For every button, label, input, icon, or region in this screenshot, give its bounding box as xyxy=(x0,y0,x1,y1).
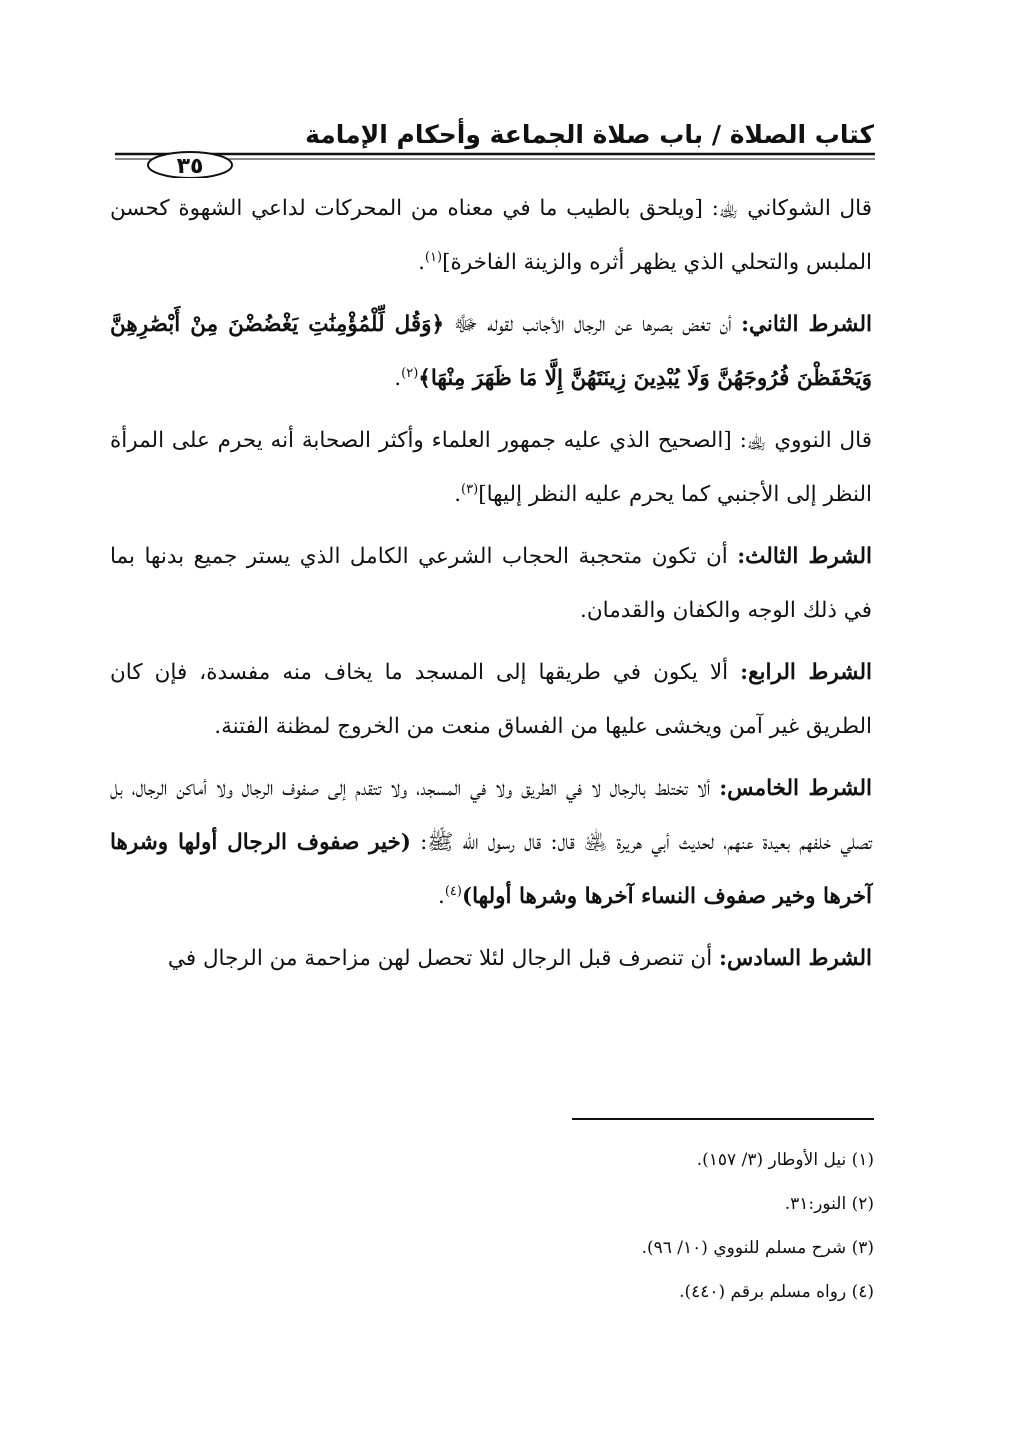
footnote-ref: (٢) xyxy=(401,365,419,381)
paragraph-third-condition xyxy=(110,530,872,638)
quran-verse: ﴿وَقُل لِّلْمُؤْمِنَٰتِ يَغْضُضْنَ مِنْ أَبْصَٰرِهِنَّ وَيَحْفَظْنَ فُرُوجَهُنَّ وَلَا يُبْدِينَ زِينَتَهُنَّ إِلَّا مَا ظَهَرَ مِنْهَا﴾ xyxy=(110,312,872,391)
condition-heading: الشرط الرابع: xyxy=(740,660,872,685)
paragraph-shawkani: قال الشوكاني ﵀: [ويلحق بالطيب ما في معناه من المحركات لداعي الشهوة كحسن الملبس والتحلي الذي يظهر أثره والزينة الفاخرة]$^{(١)}$. xyxy=(110,196,872,275)
footnote-item: (٢) النور:٣١. xyxy=(784,1194,874,1214)
running-title: كتاب الصلاة / باب صلاة الجماعة وأحكام الإمامة xyxy=(305,120,874,149)
footnote-item: (١) نيل الأوطار (٣/ ١٥٧). xyxy=(696,1150,874,1170)
paragraph-text: أن تنصرف قبل الرجال لئلا تحصل لهن مزاحمة من الرجال في xyxy=(167,946,713,971)
paragraph-fifth-condition: الشرط الخامس: ألا تختلط بالرجال لا في الطريق ولا في المسجد، ولا تتقدم إلى صفوف الرجال ولا أماكن الرجال، بل تصلي خلفهم بعيدة عنهم، لحديث أبي هريرة ﵁ قال: قال رسول الله ﷺ: (خير صفوف الرجال أولها وشرها آخرها وخير صفوف النساء آخرها وشرها أولها)$^{(٤)}$. xyxy=(110,776,872,909)
condition-heading: الشرط الخامس: xyxy=(719,776,872,801)
paragraph-second-condition: الشرط الثاني: أن تغض بصرها عن الرجال الأجانب لقوله ﷻ ﴿وَقُل لِّلْمُؤْمِنَٰتِ يَغْضُضْنَ مِنْ أَبْصَٰرِهِنَّ وَيَحْفَظْنَ فُرُوجَهُنَّ وَلَا يُبْدِينَ زِينَتَهُنَّ إِلَّا مَا ظَهَرَ مِنْهَا﴾$^{(٢)}$. xyxy=(110,312,872,391)
footnote-ref: (٣) xyxy=(461,481,479,497)
paragraph-sixth-condition xyxy=(110,932,872,986)
main-text xyxy=(110,182,872,994)
condition-heading: الشرط الثالث: xyxy=(737,544,872,569)
page-number: ٣٥ xyxy=(176,153,204,179)
condition-heading: الشرط الثاني: xyxy=(741,312,872,337)
condition-heading: الشرط السادس: xyxy=(719,946,872,971)
footnote-item: (٤) رواه مسلم برقم (٤٤٠). xyxy=(679,1282,874,1302)
paragraph-text: أن تغض بصرها عن الرجال الأجانب لقوله ﷻ xyxy=(453,312,732,337)
paragraph-fourth-condition xyxy=(110,646,872,754)
paragraph-nawawi: قال النووي ﵀: [الصحيح الذي عليه جمهور العلماء وأكثر الصحابة أنه يحرم على المرأة النظر إلى الأجنبي كما يحرم عليه النظر إليها]$^{(٣)}$. xyxy=(110,428,872,507)
paragraph-text: ألا تختلط بالرجال لا في الطريق ولا في المسجد، ولا تتقدم إلى صفوف الرجال ولا أماكن الرجال، بل تصلي خلفهم بعيدة عنهم، لحديث أبي هريرة ﵁ قال: قال رسول الله ﷺ: xyxy=(110,776,872,855)
footnote-ref: (١) xyxy=(424,249,443,265)
hadith-text: (خير صفوف الرجال أولها وشرها آخرها وخير صفوف النساء آخرها وشرها أولها) xyxy=(110,830,872,909)
footnotes xyxy=(374,1138,874,1314)
footnote-item: (٣) شرح مسلم للنووي (١٠/ ٩٦). xyxy=(641,1238,874,1258)
paragraph-text: قال النووي ﵀: [الصحيح الذي عليه جمهور العلماء وأكثر الصحابة أنه يحرم على المرأة النظر إلى الأجنبي كما يحرم عليه النظر إليها] xyxy=(110,428,872,507)
paragraph-text: ألا يكون في طريقها إلى المسجد ما يخاف منه مفسدة، فإن كان الطريق غير آمن ويخشى عليها من الفساق منعت من الخروج لمظنة الفتنة. xyxy=(110,660,872,739)
footnote-separator xyxy=(572,1118,874,1120)
footnote-ref: (٤) xyxy=(444,883,462,899)
paragraph-text: قال الشوكاني ﵀: [ويلحق بالطيب ما في معناه من المحركات لداعي الشهوة كحسن الملبس والتحلي الذي يظهر أثره والزينة الفاخرة] xyxy=(110,196,872,275)
paragraph-text: أن تكون متحجبة الحجاب الشرعي الكامل الذي يستر جميع بدنها بما في ذلك الوجه والكفان والقدمان. xyxy=(110,544,872,623)
